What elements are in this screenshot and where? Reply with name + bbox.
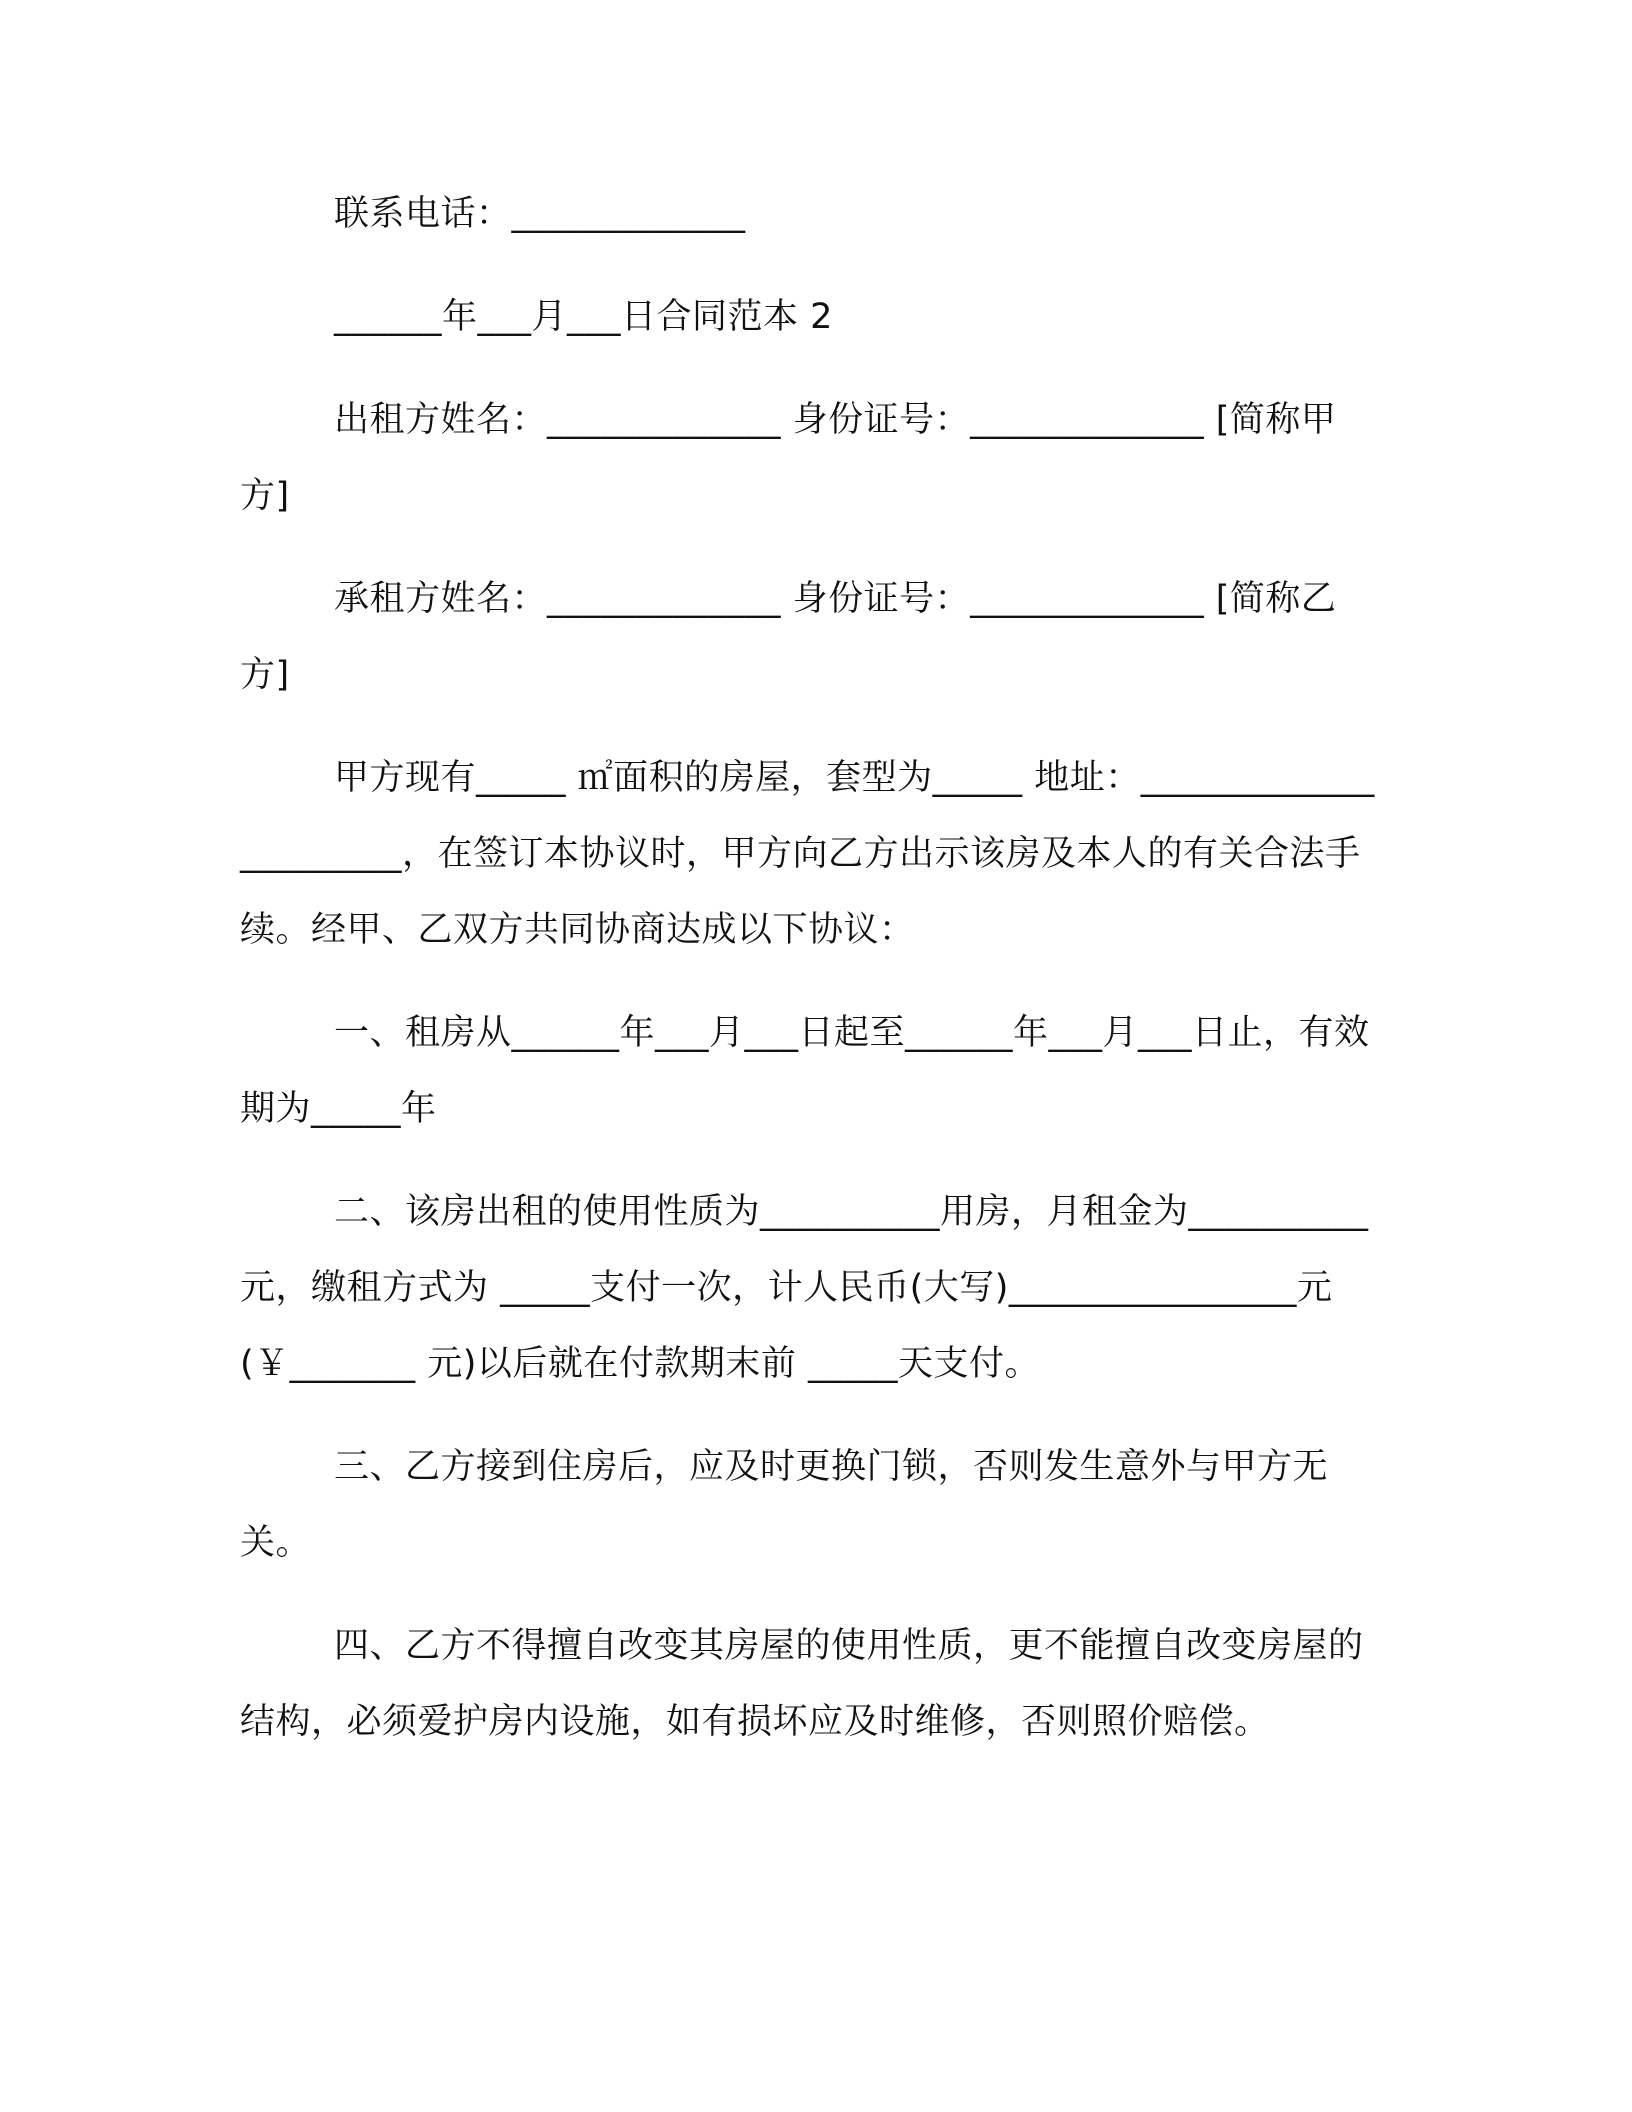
lessee-info: 承租方姓名：_____________ 身份证号：_____________ [简称乙方] (240, 579, 1337, 695)
property-description: 甲方现有_____ ㎡面积的房屋，套型为_____ 地址：______________________，在签订本协议时，甲方向乙方出示该房及本人的有关合法手续。经甲、乙双方共同协商达成以下协议： (240, 758, 1375, 950)
clause-3-locks: 三、乙方接到住房后，应及时更换门锁，否则发生意外与甲方无关。 (240, 1447, 1329, 1563)
document-body (240, 176, 1376, 1760)
lessor-info: 出租方姓名：_____________ 身份证号：_____________ [简称甲方] (240, 400, 1337, 516)
contract-date-title: ______年___月___日合同范本 2 (334, 297, 833, 337)
clause-4-usage: 四、乙方不得擅自改变其房屋的使用性质，更不能擅自改变房屋的结构，必须爱护房内设施，如有损坏应及时维修，否则照价赔偿。 (240, 1626, 1364, 1742)
clause-2-rent: 二、该房出租的使用性质为__________用房，月租金为__________ 元，缴租方式为 _____支付一次，计人民币(大写)________________元(￥_______ 元)以后就在付款期末前 _____天支付。 (240, 1192, 1369, 1384)
clause-1-lease-term: 一、租房从______年___月___日起至______年___月___日止，有效期为_____年 (240, 1013, 1370, 1129)
contact-phone-line: 联系电话：_____________ (334, 194, 746, 234)
